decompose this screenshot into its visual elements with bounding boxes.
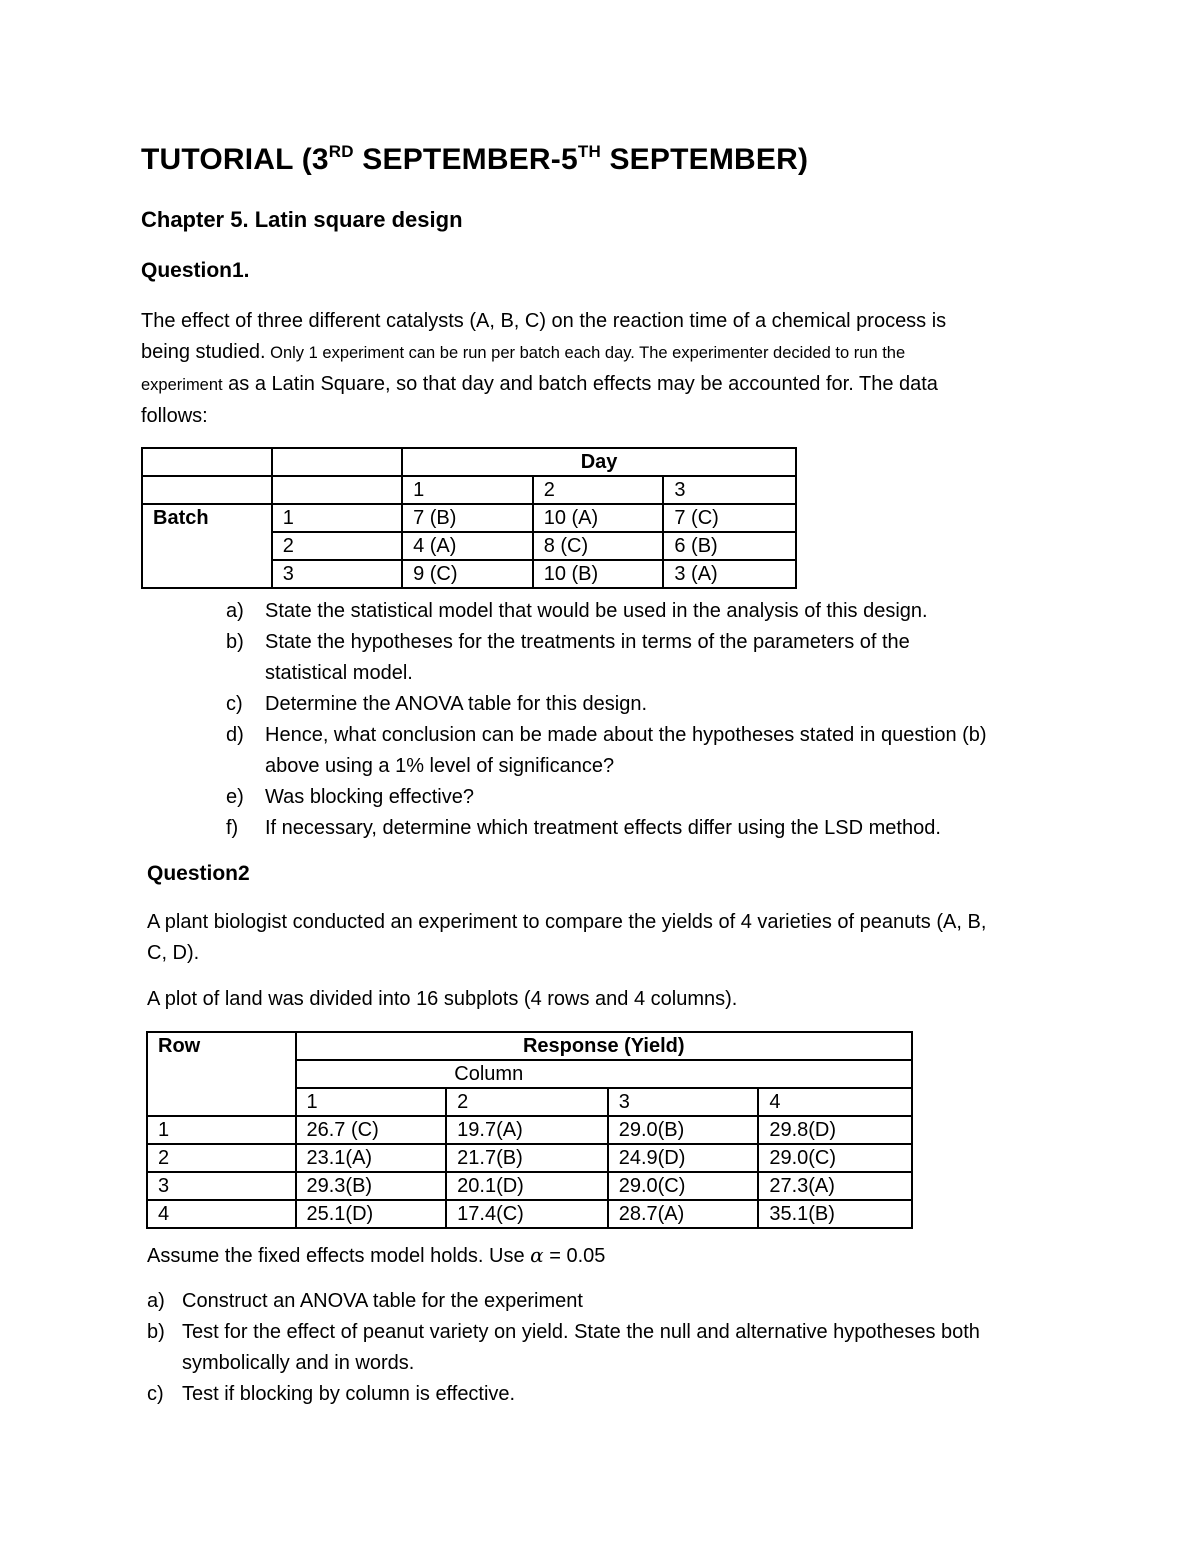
table-row: [147, 1116, 912, 1144]
column-number: 1: [296, 1088, 447, 1116]
table-cell: [272, 448, 402, 476]
page-title: [141, 142, 808, 177]
list-item: c) Test if blocking by column is effective.: [147, 1383, 516, 1405]
yield-table: [146, 1031, 913, 1229]
title-superscript-th: TH: [577, 142, 601, 161]
column-number: 3: [608, 1088, 759, 1116]
intro-line: being studied. Only 1 experiment can be run per batch each day. The experimenter decided to run the: [141, 341, 906, 363]
assumption-text: Assume the fixed effects model holds. Use α = 0.05: [147, 1243, 606, 1267]
day-col-header: 1: [402, 476, 533, 504]
table-cell: 29.0(C): [608, 1172, 759, 1200]
table-cell: 27.3(A): [758, 1172, 912, 1200]
intro-line: The effect of three different catalysts (A, B, C) on the reaction time of a chemical process is: [141, 310, 947, 332]
list-item: b) Test for the effect of peanut variety on yield. State the null and alternative hypotheses both symbolically and in words.: [147, 1321, 980, 1374]
row-number: 1: [147, 1116, 296, 1144]
batch-number: 3: [272, 560, 402, 588]
batch-number: 2: [272, 532, 402, 560]
table-cell: 4 (A): [402, 532, 533, 560]
table-cell: 28.7(A): [608, 1200, 759, 1228]
list-item: f) If necessary, determine which treatment effects differ using the LSD method.: [226, 817, 941, 839]
title-text-mid: SEPTEMBER-5: [353, 143, 578, 176]
row-number: 4: [147, 1200, 296, 1228]
table-cell: 26.7 (C): [296, 1116, 447, 1144]
table-cell: 29.3(B): [296, 1172, 447, 1200]
table-cell: 17.4(C): [446, 1200, 608, 1228]
table-row: [142, 504, 796, 532]
day-header: Day: [402, 448, 796, 476]
table-cell: 3 (A): [663, 560, 796, 588]
list-item: d) Hence, what conclusion can be made about the hypotheses stated in question (b) above using a 1% level of significance?: [226, 724, 987, 777]
question2-parts: [143, 1286, 980, 1410]
table-cell: 8 (C): [533, 532, 664, 560]
question1-parts: [141, 596, 987, 844]
title-superscript-rd: RD: [328, 142, 354, 161]
table-row: [142, 448, 796, 476]
intro-line: experiment as a Latin Square, so that day and batch effects may be accounted for. The data: [141, 373, 938, 395]
latin-square-table: [141, 447, 797, 589]
table-row: [147, 1144, 912, 1172]
question2-intro: [147, 907, 986, 969]
title-text: TUTORIAL (3: [141, 143, 329, 176]
table-cell: 20.1(D): [446, 1172, 608, 1200]
day-col-header: 3: [663, 476, 796, 504]
table-row: [147, 1172, 912, 1200]
table-cell: 9 (C): [402, 560, 533, 588]
intro-line: follows:: [141, 405, 208, 427]
table-cell: 23.1(A): [296, 1144, 447, 1172]
table-cell: [142, 448, 272, 476]
table-row: [142, 476, 796, 504]
row-label-header: Row: [147, 1032, 296, 1116]
list-item: b) State the hypotheses for the treatments in terms of the parameters of the statistical model.: [226, 631, 910, 684]
question2-plot-text: A plot of land was divided into 16 subplots (4 rows and 4 columns).: [147, 988, 738, 1010]
table-cell: 29.8(D): [758, 1116, 912, 1144]
table-cell: 19.7(A): [446, 1116, 608, 1144]
list-item: e) Was blocking effective?: [226, 786, 474, 808]
question2-heading: Question2: [147, 862, 250, 885]
column-number: 2: [446, 1088, 608, 1116]
chapter-heading: Chapter 5. Latin square design: [141, 207, 463, 232]
batch-label: Batch: [142, 504, 272, 588]
table-cell: 24.9(D): [608, 1144, 759, 1172]
column-header: Column: [296, 1060, 913, 1088]
table-cell: 10 (B): [533, 560, 664, 588]
batch-number: 1: [272, 504, 402, 532]
title-text-end: SEPTEMBER): [600, 143, 809, 176]
table-cell: 29.0(C): [758, 1144, 912, 1172]
alpha-symbol: α: [530, 1243, 544, 1267]
row-number: 2: [147, 1144, 296, 1172]
question1-intro: [141, 306, 946, 432]
table-cell: 21.7(B): [446, 1144, 608, 1172]
table-cell: 10 (A): [533, 504, 664, 532]
table-row: [147, 1200, 912, 1228]
day-col-header: 2: [533, 476, 664, 504]
intro-line: A plant biologist conducted an experiment to compare the yields of 4 varieties of peanuts (A, B,: [147, 911, 987, 933]
table-cell: [142, 476, 272, 504]
column-number: 4: [758, 1088, 912, 1116]
table-cell: [272, 476, 402, 504]
intro-line: C, D).: [147, 942, 200, 964]
list-item: a) Construct an ANOVA table for the experiment: [147, 1290, 583, 1312]
response-header: Response (Yield): [296, 1032, 913, 1060]
list-item: c) Determine the ANOVA table for this design.: [226, 693, 648, 715]
table-row: [147, 1032, 912, 1060]
row-number: 3: [147, 1172, 296, 1200]
question1-heading: Question1.: [141, 259, 250, 282]
table-cell: 35.1(B): [758, 1200, 912, 1228]
table-cell: 25.1(D): [296, 1200, 447, 1228]
table-cell: 7 (C): [663, 504, 796, 532]
table-cell: 7 (B): [402, 504, 533, 532]
table-cell: 29.0(B): [608, 1116, 759, 1144]
list-item: a) State the statistical model that would be used in the analysis of this design.: [226, 600, 928, 622]
table-cell: 6 (B): [663, 532, 796, 560]
